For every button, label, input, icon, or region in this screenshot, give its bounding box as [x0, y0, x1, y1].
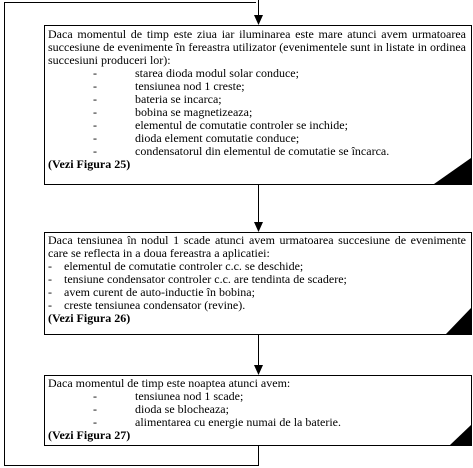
- list-item-text: elementul de comutatie controler c.c. se deschide;: [64, 259, 304, 273]
- list-item-text: starea dioda modul solar conduce;: [135, 66, 299, 80]
- figure-reference: (Vezi Figura 27): [48, 428, 131, 442]
- list-marker: -: [48, 298, 52, 312]
- list-item: [48, 67, 466, 80]
- list-item: [48, 93, 466, 106]
- list-item-text: bobina se magnetizeaza;: [135, 105, 253, 119]
- list-marker: -: [48, 285, 52, 299]
- list-item: [48, 299, 466, 312]
- list-marker: -: [93, 144, 97, 158]
- process-box-day: [44, 25, 472, 185]
- list-marker: -: [93, 79, 97, 93]
- process-box-node-drop: [44, 232, 472, 335]
- arrowhead-2: [254, 222, 263, 232]
- list-item: [48, 390, 466, 403]
- process-box-night: [44, 375, 472, 446]
- list-marker: -: [48, 259, 52, 273]
- block-intro: Daca momentul de timp este ziua iar iluminarea este mare atunci avem urmatoarea succesiune de evenimente în fereastra utilizator (evenimentele sunt in listate in ordinea succesiuni produceri lor):: [48, 27, 466, 67]
- list-item-text: tensiune condensator controler c.c. are tendinta de scadere;: [64, 272, 347, 286]
- list-item-text: condensatorul din elementul de comutatie se încarca.: [135, 144, 390, 158]
- list-marker: -: [93, 118, 97, 132]
- list-marker: -: [93, 402, 97, 416]
- arrowhead-1: [254, 15, 263, 25]
- list-marker: -: [93, 105, 97, 119]
- list-item: [48, 145, 466, 158]
- list-marker: -: [48, 272, 52, 286]
- list-item-text: alimentarea cu energie numai de la baterie.: [135, 415, 342, 429]
- block-intro: Daca momentul de timp este noaptea atunci avem:: [48, 376, 291, 390]
- event-list: [48, 390, 466, 429]
- list-item-text: tensiunea nod 1 scade;: [135, 389, 244, 403]
- list-item-text: bateria se incarca;: [135, 92, 222, 106]
- list-item-text: avem curent de auto-inductie în bobina;: [64, 285, 255, 299]
- list-item-text: tensiunea nod 1 creste;: [135, 79, 245, 93]
- folded-corner: [446, 308, 471, 334]
- list-marker: -: [93, 92, 97, 106]
- list-item-text: elementul de comutatie controler se inchide;: [135, 118, 348, 132]
- list-marker: -: [93, 131, 97, 145]
- list-item: [48, 80, 466, 93]
- list-marker: -: [93, 66, 97, 80]
- event-list: [48, 260, 466, 312]
- folded-corner: [450, 425, 471, 445]
- list-item: [48, 416, 466, 429]
- list-item-text: creste tensiunea condensator (revine).: [64, 298, 246, 312]
- figure-reference: (Vezi Figura 25): [48, 157, 131, 171]
- block-intro: Daca tensiunea în nodul 1 scade atunci avem urmatoarea succesiune de evenimente care se reflecta in a doua fereastra a aplicatiei:: [48, 233, 466, 260]
- figure-reference: (Vezi Figura 26): [48, 311, 131, 325]
- list-marker: -: [93, 389, 97, 403]
- event-list: [48, 67, 466, 158]
- list-item-text: dioda element comutatie conduce;: [135, 131, 300, 145]
- arrowhead-3: [254, 365, 263, 375]
- list-marker: -: [93, 415, 97, 429]
- folded-corner: [434, 158, 471, 184]
- list-item-text: dioda se blocheaza;: [135, 402, 229, 416]
